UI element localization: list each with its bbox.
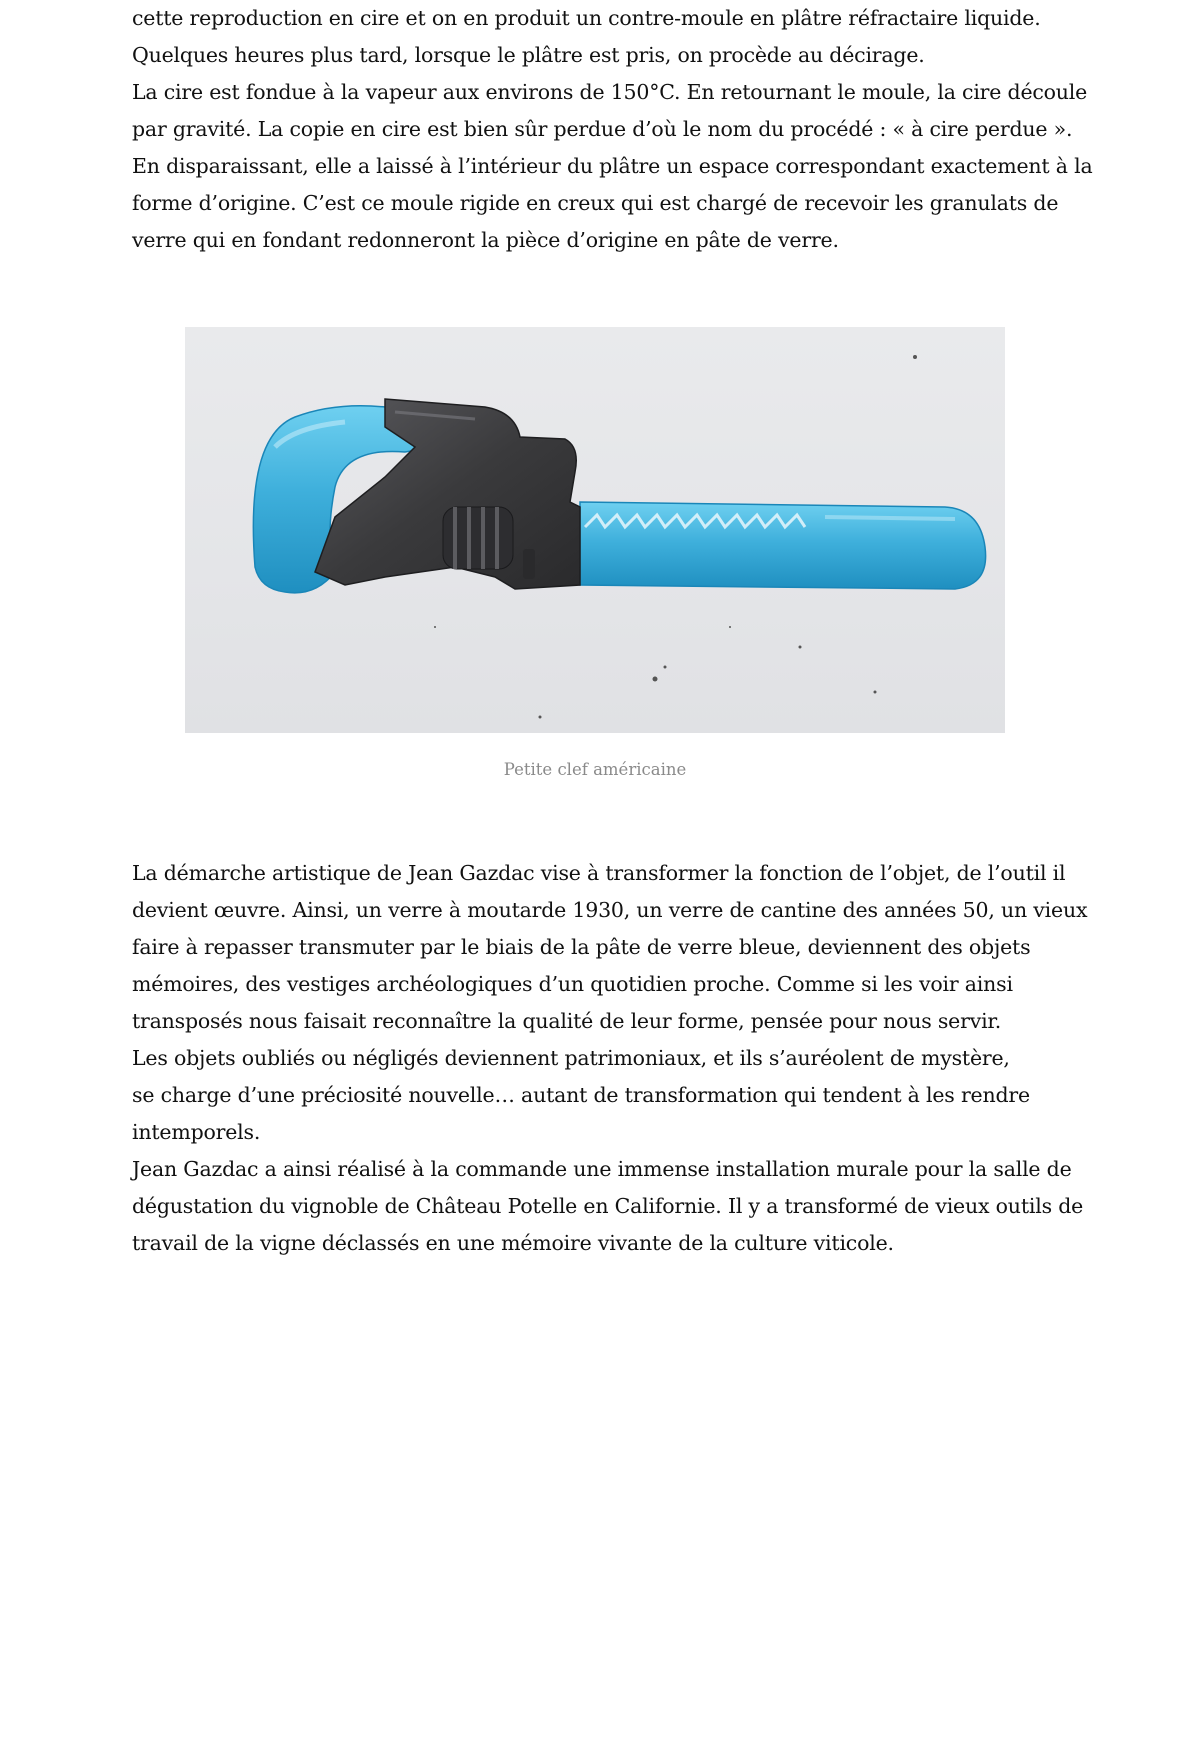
text-line: Les objets oubliés ou négligés deviennent patrimoniaux, et ils s’auréolent de mystère,: [132, 1046, 1010, 1070]
text-line: La cire est fondue à la vapeur aux environs de 150°C. En retournant le moule, la cire découle: [132, 80, 1088, 104]
text-line: travail de la vigne déclassés en une mémoire vivante de la culture viticole.: [132, 1231, 894, 1255]
text-line: intemporels.: [132, 1120, 261, 1144]
wrench-photo: [185, 327, 1005, 733]
top-paragraph: [132, 0, 1093, 259]
text-line: mémoires, des vestiges archéologiques d’un quotidien proche. Comme si les voir ainsi: [132, 972, 1013, 996]
text-line: forme d’origine. C’est ce moule rigide en creux qui est chargé de recevoir les granulats de: [132, 191, 1059, 215]
wrench-illustration: [185, 327, 1005, 733]
text-line: Quelques heures plus tard, lorsque le plâtre est pris, on procède au décirage.: [132, 43, 925, 67]
text-line: devient œuvre. Ainsi, un verre à moutarde 1930, un verre de cantine des années 50, un vieux: [132, 898, 1088, 922]
text-line: faire à repasser transmuter par le biais de la pâte de verre bleue, deviennent des objets: [132, 935, 1031, 959]
text-line: Jean Gazdac a ainsi réalisé à la commande une immense installation murale pour la salle de: [132, 1157, 1072, 1181]
text-line: La démarche artistique de Jean Gazdac vise à transformer la fonction de l’objet, de l’outil il: [132, 861, 1066, 885]
text-line: verre qui en fondant redonneront la pièce d’origine en pâte de verre.: [132, 228, 839, 252]
glass-handle: [580, 502, 986, 589]
text-line: transposés nous faisait reconnaître la qualité de leur forme, pensée pour nous servir.: [132, 1009, 1002, 1033]
text-line: par gravité. La copie en cire est bien sûr perdue d’où le nom du procédé : « à cire perdue ».: [132, 117, 1073, 141]
text-line: cette reproduction en cire et on en produit un contre-moule en plâtre réfractaire liquide.: [132, 6, 1041, 30]
text-line: se charge d’une préciosité nouvelle… autant de transformation qui tendent à les rendre: [132, 1083, 1030, 1107]
figure-caption: Petite clef américaine: [503, 760, 687, 779]
text-line: dégustation du vignoble de Château Potelle en Californie. Il y a transformé de vieux outils de: [132, 1194, 1084, 1218]
bottom-paragraph: [132, 855, 1088, 1262]
text-line: En disparaissant, elle a laissé à l’intérieur du plâtre un espace correspondant exactement à la: [132, 154, 1093, 178]
